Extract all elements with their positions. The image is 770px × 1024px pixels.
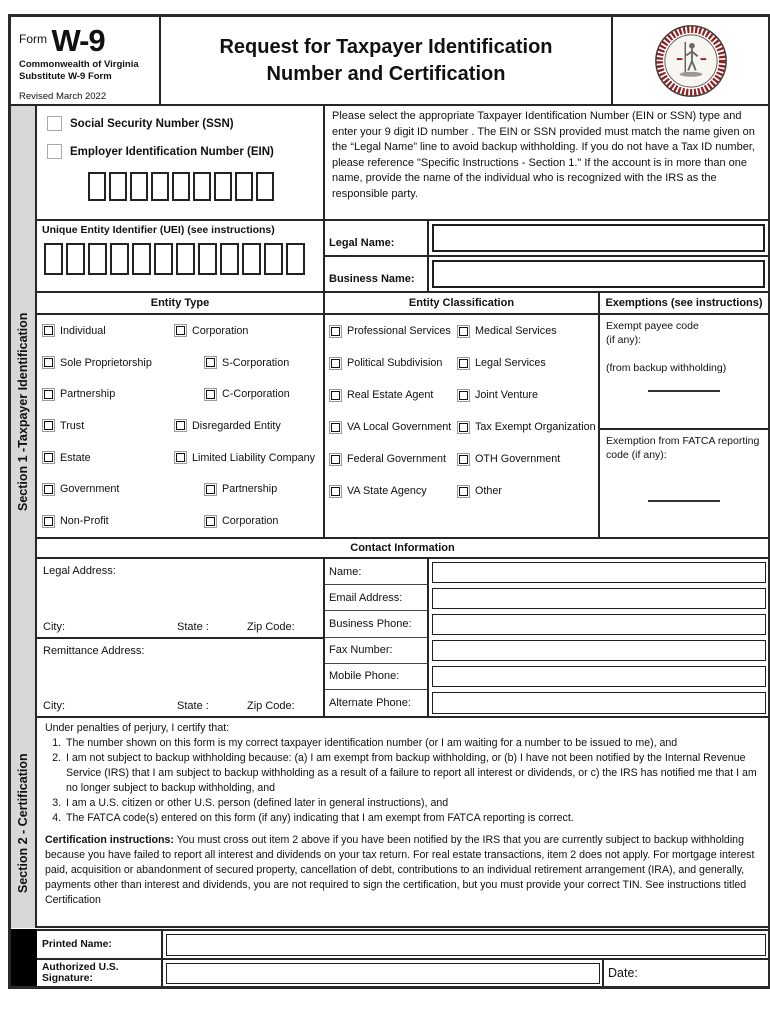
entity-type-row	[42, 442, 323, 474]
option-label: Professional Services	[347, 325, 451, 337]
contact-information-header: Contact Information	[37, 539, 768, 559]
signature-row	[37, 958, 768, 986]
option-label: Partnership	[60, 388, 116, 401]
business-phone-label: Business Phone:	[325, 611, 429, 637]
alternate-phone-label: Alternate Phone:	[325, 690, 429, 716]
zip-label: Zip Code:	[247, 700, 295, 712]
option-label: Individual	[60, 324, 106, 337]
remittance-address-cell[interactable]	[37, 639, 323, 717]
option-label: Tax Exempt Organization	[475, 421, 596, 433]
checkbox-non-profit[interactable]	[42, 515, 55, 528]
section1-sidebar-label: Section 1 -Taxpayer Identification	[16, 312, 30, 512]
uei-digit-box[interactable]	[88, 243, 107, 275]
tin-digit-box[interactable]	[214, 172, 232, 201]
uei-digit-boxes	[44, 243, 318, 275]
contact-fields-box	[325, 559, 768, 718]
city-label: City:	[43, 700, 65, 712]
state-label: State :	[177, 700, 209, 712]
certification-list	[45, 736, 759, 826]
date-cell[interactable]	[602, 960, 768, 986]
ein-label: Employer Identification Number (EIN)	[70, 145, 274, 158]
ssn-checkbox[interactable]	[47, 116, 62, 131]
checkbox-real-estate-agent[interactable]	[329, 389, 342, 402]
checkbox-government[interactable]	[42, 483, 55, 496]
checkbox-s-corporation[interactable]	[204, 356, 217, 369]
uei-digit-box[interactable]	[220, 243, 239, 275]
entity-type-row	[42, 347, 323, 379]
option-label: Corporation	[192, 324, 249, 337]
section1-sidebar	[11, 106, 37, 718]
checkbox-legal-services[interactable]	[457, 357, 470, 370]
tin-digit-box[interactable]	[88, 172, 106, 201]
checkbox-llc-corporation[interactable]	[204, 515, 217, 528]
names-block	[325, 221, 768, 293]
checkbox-medical-services[interactable]	[457, 325, 470, 338]
checkbox-partnership[interactable]	[42, 388, 55, 401]
exemptions-header: Exemptions (see instructions)	[600, 293, 768, 315]
state-label: State :	[177, 620, 209, 633]
option-label: Political Subdivision	[347, 357, 443, 369]
tin-digit-box[interactable]	[109, 172, 127, 201]
option-label: Partnership	[222, 483, 278, 496]
option-label: Sole Proprietorship	[60, 356, 152, 369]
entity-classification-row	[329, 315, 598, 347]
option-label: Medical Services	[475, 325, 557, 337]
alternate-phone-input[interactable]	[432, 692, 766, 713]
uei-digit-box[interactable]	[66, 243, 85, 275]
option-label: VA State Agency	[347, 485, 427, 497]
tin-digit-box[interactable]	[235, 172, 253, 201]
option-label: Limited Liability Company	[192, 451, 316, 464]
mobile-phone-input[interactable]	[432, 666, 766, 687]
entity-classification-row	[329, 443, 598, 475]
checkbox-va-state-agency[interactable]	[329, 485, 342, 498]
business-name-input[interactable]	[432, 260, 765, 288]
printed-name-label: Printed Name:	[37, 931, 163, 958]
contact-row	[325, 664, 768, 690]
contact-name-label: Name:	[325, 559, 429, 585]
printed-name-input[interactable]	[166, 934, 766, 956]
authorized-signature-input[interactable]	[166, 963, 600, 984]
tin-digit-box[interactable]	[172, 172, 190, 201]
fatca-exemption-label: Exemption from FATCA reporting code (if any):	[606, 435, 760, 462]
entity-classification-row	[329, 411, 598, 443]
checkbox-corporation[interactable]	[174, 324, 187, 337]
uei-digit-box[interactable]	[264, 243, 283, 275]
entity-classification-options	[325, 315, 600, 539]
exemptions-box	[600, 315, 768, 539]
virginia-seal-icon	[653, 23, 729, 99]
option-label: Government	[60, 483, 120, 496]
uei-digit-box[interactable]	[44, 243, 63, 275]
entity-type-row	[42, 315, 323, 347]
entity-classification-row	[329, 475, 598, 507]
legal-name-label: Legal Name:	[325, 221, 429, 255]
entity-type-header: Entity Type	[37, 293, 325, 315]
business-phone-input[interactable]	[432, 614, 766, 635]
seal-box	[613, 17, 768, 106]
entity-classification-row	[329, 379, 598, 411]
option-label: Trust	[60, 419, 85, 432]
entity-type-row	[42, 474, 323, 506]
perjury-intro: Under penalties of perjury, I certify that:	[45, 722, 230, 734]
contact-row	[325, 690, 768, 716]
uei-box	[37, 221, 325, 293]
checkbox-llc-partnership[interactable]	[204, 483, 217, 496]
business-name-label: Business Name:	[325, 257, 429, 291]
form-word: Form	[19, 32, 47, 46]
zip-label: Zip Code:	[247, 620, 295, 633]
contact-row	[325, 559, 768, 585]
uei-digit-box[interactable]	[176, 243, 195, 275]
checkbox-sole-proprietorship[interactable]	[42, 356, 55, 369]
uei-digit-box[interactable]	[132, 243, 151, 275]
tin-digit-box[interactable]	[256, 172, 274, 201]
option-label: S-Corporation	[222, 356, 290, 369]
tin-digit-box[interactable]	[193, 172, 211, 201]
ein-checkbox[interactable]	[47, 144, 62, 159]
checkbox-va-local-government[interactable]	[329, 421, 342, 434]
form-title: Request for Taxpayer Identification Number and Certification	[161, 17, 613, 106]
checkbox-trust[interactable]	[42, 419, 55, 432]
revision-date: Revised March 2022	[19, 90, 107, 102]
option-label: Non-Profit	[60, 515, 109, 528]
tin-instructions: Please select the appropriate Taxpayer Identification Number (EIN or SSN) type and enter your 9 digit ID number . The EIN or SSN provided must match the name given on the “Legal Name” line to avoid backup withholding. If you do not have a Tax ID number, please reference "Specific Instructions - Section 1." If the account is in more than one name, provide the name of the individual who is recognized with the IRS as the responsible party.	[325, 106, 768, 221]
checkbox-federal-government[interactable]	[329, 453, 342, 466]
uei-digit-box[interactable]	[242, 243, 261, 275]
option-label: Joint Venture	[475, 389, 539, 401]
checkbox-other[interactable]	[457, 485, 470, 498]
w9-form	[8, 14, 770, 989]
entity-classification-row	[329, 347, 598, 379]
uei-digit-box[interactable]	[154, 243, 173, 275]
option-label: VA Local Government	[347, 421, 452, 433]
entity-type-row	[42, 410, 323, 442]
legal-address-cell[interactable]	[37, 559, 323, 639]
remittance-address-label: Remittance Address:	[43, 644, 145, 657]
option-label: Real Estate Agent	[347, 389, 434, 401]
org-line1: Commonwealth of Virginia	[19, 59, 139, 70]
legal-address-label: Legal Address:	[43, 565, 116, 577]
checkbox-estate[interactable]	[42, 451, 55, 464]
authorized-signature-label: Authorized U.S. Signature:	[37, 960, 163, 986]
org-line2: Substitute W-9 Form	[19, 71, 112, 83]
exempt-payee-code-input[interactable]	[648, 390, 720, 392]
tin-digit-box[interactable]	[151, 172, 169, 201]
mobile-phone-label: Mobile Phone:	[325, 664, 429, 690]
checkbox-tax-exempt-organization[interactable]	[457, 421, 470, 434]
contact-row	[325, 585, 768, 611]
form-identifier-block	[11, 17, 161, 106]
contact-name-input[interactable]	[432, 562, 766, 583]
entity-type-row	[42, 378, 323, 410]
checkbox-disregarded-entity[interactable]	[174, 419, 187, 432]
city-label: City:	[43, 620, 65, 633]
checkbox-joint-venture[interactable]	[457, 389, 470, 402]
tin-digit-boxes	[47, 172, 315, 201]
contact-row	[325, 638, 768, 664]
option-label: Disregarded Entity	[192, 419, 281, 432]
contact-row	[325, 611, 768, 637]
option-label: C-Corporation	[222, 388, 290, 401]
option-label: Legal Services	[475, 357, 546, 369]
exempt-payee-code-label: Exempt payee code	[606, 320, 699, 332]
checkbox-individual[interactable]	[42, 324, 55, 337]
certification-instructions	[45, 833, 759, 908]
option-label: Federal Government	[347, 453, 447, 465]
date-label: Date:	[608, 966, 638, 980]
uei-digit-box[interactable]	[286, 243, 305, 275]
checkbox-oth-government[interactable]	[457, 453, 470, 466]
entity-type-row	[42, 505, 323, 537]
checkbox-c-corporation[interactable]	[204, 388, 217, 401]
legal-name-input[interactable]	[432, 224, 765, 252]
section2-sidebar-label: Section 2 - Certification	[16, 753, 30, 893]
certification-item: 3. I am a U.S. citizen or other U.S. person (defined later in general instructions), and	[64, 796, 759, 811]
section2-sidebar	[11, 718, 37, 928]
certification-box	[37, 718, 768, 928]
certification-item: 2. I am not subject to backup withholding because: (a) I am exempt from backup withholding, or (b) I have not been notified by the Internal Revenue Service (IRS) that I am subject to backup withholding as a result of a failure to report all interest or dividends, or c) the IRS has notified me that I am no longer subject to backup withholding, and	[64, 751, 759, 796]
exempt-payee-code-note: (from backup withholding)	[606, 362, 727, 375]
option-label: Estate	[60, 451, 91, 464]
certification-item: 4. The FATCA code(s) entered on this form (if any) indicating that I am exempt from FATCA reporting is correct.	[64, 811, 759, 826]
fax-number-input[interactable]	[432, 640, 766, 661]
uei-digit-box[interactable]	[198, 243, 217, 275]
signature-sidebar-block	[11, 929, 37, 986]
ssn-label: Social Security Number (SSN)	[70, 117, 234, 130]
contact-address-box	[37, 559, 325, 718]
option-label: Corporation	[222, 515, 279, 528]
entity-classification-header: Entity Classification	[325, 293, 600, 315]
form-number: W-9	[51, 23, 105, 58]
email-address-label: Email Address:	[325, 585, 429, 611]
checkbox-professional-services[interactable]	[329, 325, 342, 338]
checkbox-political-subdivision[interactable]	[329, 357, 342, 370]
fatca-code-input[interactable]	[648, 500, 720, 502]
entity-type-options	[37, 315, 325, 539]
certification-instructions-text: You must cross out item 2 above if you have been notified by the IRS that you are currently subject to backup withholding because you have failed to report all interest and dividends on your tax return. For real estate transactions, item 2 does not apply. For mortgage interest paid, acquisition or abandonment of secured property, cancellation of debt, contributions to an individual retirement arrangement (IRA), and generally, payments other than interest and dividends, you are not required to sign the certification, but you must provide your correct TIN. See instructions titled Certification	[45, 834, 755, 907]
fax-number-label: Fax Number:	[325, 638, 429, 664]
uei-label: Unique Entity Identifier (UEI) (see instructions)	[42, 224, 275, 236]
tin-selection-box	[37, 106, 325, 221]
uei-digit-box[interactable]	[110, 243, 129, 275]
printed-name-row	[37, 929, 768, 958]
option-label: OTH Government	[475, 453, 561, 465]
email-address-input[interactable]	[432, 588, 766, 609]
exempt-payee-code-if-any: (if any):	[606, 334, 642, 347]
certification-instructions-label: Certification instructions:	[45, 834, 174, 847]
tin-digit-box[interactable]	[130, 172, 148, 201]
certification-item: 1. The number shown on this form is my correct taxpayer identification number (or I am waiting for a number to be issued to me), and	[64, 736, 759, 751]
option-label: Other	[475, 485, 503, 497]
checkbox-limited-liability-company[interactable]	[174, 451, 187, 464]
